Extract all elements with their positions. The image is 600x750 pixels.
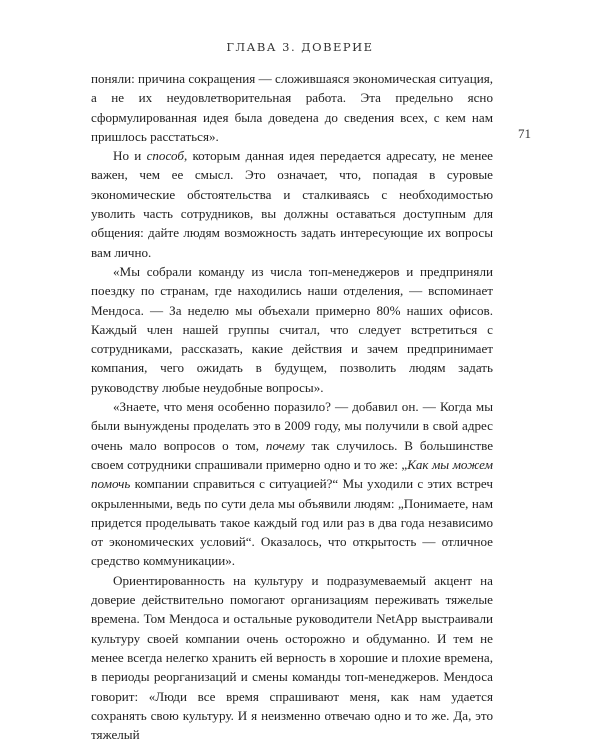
text-run: , которым данная идея передается адресату, не менее важен, чем ее смысл. Это означает, что, попадая в суровые экономические обстоятельства и сталкиваясь с необходимостью уволить часть сотрудников, вы должны оставаться доступным для общения: дайте людям возможность задать интересующие их вопросы вам лично. (91, 148, 493, 260)
running-head: ГЛАВА 3. ДОВЕРИЕ (226, 40, 374, 54)
paragraph (91, 146, 493, 262)
paragraph: «Мы собрали команду из числа топ-менеджеров и предприняли поездку по странам, где находились наши отделения, — вспоминает Мендоса. — За неделю мы объехали примерно 80% наших офисов. Каждый член нашей группы считал, что следует встретиться с сотрудниками, рассказать, какие действия и зачем предпринимает компания, чего ожидать в будущем, позволить людям задать руководству любые неудобные вопросы». (91, 263, 493, 395)
text-run: так случилось. В большинстве своем сотрудники спрашивали примерно одно и то же: „ (91, 437, 494, 472)
text-run: компании справиться с ситуацией?“ Мы уходили с этих встреч окрыленными, ведь по сути дела мы объявили людям: „Понимаете, нам придется проделывать такое каждый год или раз в два года независимо от экономических условий“. Оказалось, что открытость — отличное средство коммуникации». (91, 476, 493, 569)
paragraph: Ориентированность на культуру и подразумеваемый акцент на доверие действительно помогают организациям переживать тяжелые времена. Том Мендоса и остальные руководители NetApp выстраивали культуру своей компании очень осторожно и обдуманно. И тем не менее всегда нелегко хранить ей верность в хорошие и плохие времена, в периоды реорганизаций и смены команды топ-менеджеров. Мендоса говорит: «Люди все время спрашивают меня, как нам удается сохранять свою культуру. И я неизменно отвечаю одно и то же. Да, это тяжелый (91, 572, 493, 743)
emphasis: Как мы можем помочь (91, 456, 493, 492)
paragraph (91, 397, 493, 571)
text-run: «Знаете, что меня особенно поразило? — добавил он. — Когда мы были вынуждены проделать это в 2009 году, мы получили в свой адрес очень мало вопросов о том, (91, 399, 493, 453)
page-number: 71 (518, 126, 531, 141)
emphasis: способ (146, 148, 184, 164)
text-run: Но и (113, 148, 147, 164)
body-text (91, 69, 493, 744)
emphasis: почему (265, 437, 305, 453)
paragraph: поняли: причина сокращения — сложившаяся экономическая ситуация, а не их неудовлетворительная работа. Эта предельно ясно сформулированная идея была доведена до сведения всех, с кем нам пришлось расстаться». (91, 71, 493, 144)
